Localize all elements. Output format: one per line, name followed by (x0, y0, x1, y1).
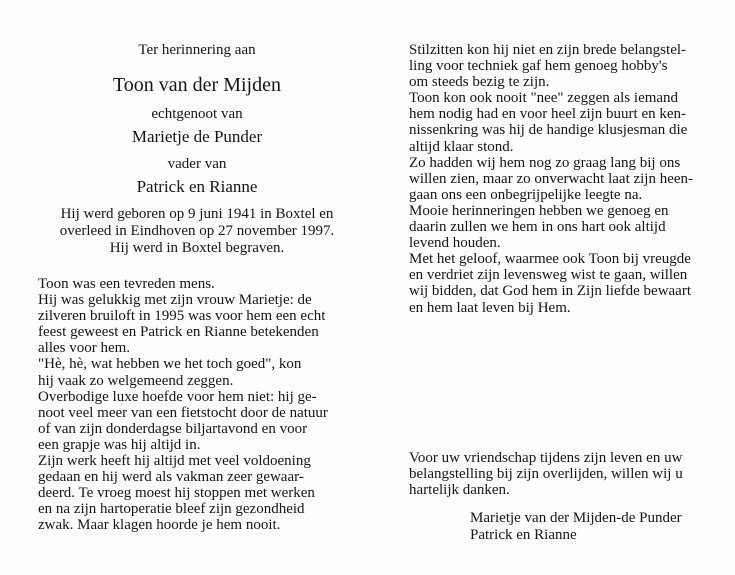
text-line: ling voor techniek gaf hem genoeg hobby's (409, 58, 668, 75)
death-line: overleed in Eindhoven op 27 november 1997. (59, 223, 335, 239)
children-names: Patrick en Rianne (136, 177, 258, 196)
text-line: Voor uw vriendschap tijdens zijn leven en uw (409, 450, 683, 466)
text-line: zwak. Maar klagen hoorde je hem nooit. (38, 517, 281, 534)
text-line: Stilzitten kon hij niet en zijn brede belangstel- (409, 42, 687, 58)
text-line: gaan ons een onbegrijpelijke leegte na. (409, 186, 643, 203)
paragraph (409, 251, 703, 315)
text-line: of van zijn donderdagse biljartavond en voor (38, 420, 308, 437)
text-line: feest geweest en Patrick en Rianne betekenden (38, 324, 319, 341)
text-line: deerd. Te vroeg moest hij stoppen met werken (38, 485, 315, 502)
text-line: Overbodige luxe hoefde voor hem niet: hij ge- (38, 388, 317, 405)
paragraph (38, 276, 356, 292)
deceased-name: Toon van der Mijden (112, 74, 281, 96)
text-line: noot veel meer van een fietstocht door de natuur (38, 404, 328, 421)
spouse-name: Marietje de Punder (131, 127, 263, 146)
right-body (409, 42, 703, 316)
left-body (38, 276, 356, 534)
dates-block (38, 206, 356, 257)
paragraph (409, 450, 703, 498)
text-line: hem nodig had en voor heel zijn buurt en ken- (409, 106, 687, 123)
paragraph (409, 203, 703, 251)
paragraph (38, 292, 356, 356)
paragraph (409, 155, 703, 203)
text-line: Toon was een tevreden mens. (38, 276, 215, 292)
text-line: "Hè, hè, wat hebben we het toch goed", kon (38, 356, 302, 373)
text-line: Zijn werk heeft hij altijd met veel voldoening (38, 453, 311, 470)
text-line: Met het geloof, waarmee ook Toon bij vreugde (409, 251, 691, 268)
signature-block (470, 510, 703, 544)
paragraph (38, 453, 356, 533)
text-line: Zo hadden wij hem nog zo graag lang bij ons (409, 154, 681, 171)
text-line: Mooie herinneringen hebben we genoeg en (409, 202, 669, 219)
burial-line: Hij werd in Boxtel begraven. (109, 240, 285, 256)
text-line: willen zien, maar zo onverwacht laat zijn heen- (409, 170, 694, 187)
text-line: en verdriet zijn levensweg wist te gaan, willen (409, 267, 688, 284)
text-line: altijd klaar stond. (409, 138, 514, 155)
text-line: en na zijn hartoperatie bleef zijn gezondheid (38, 501, 305, 518)
text-line: wij bidden, dat God hem in Zijn liefde bewaart (409, 283, 692, 300)
text-line: Toon kon ook nooit "nee" zeggen als iemand (409, 90, 679, 107)
thanks-block (409, 450, 703, 498)
text-line: gedaan en hij werd als vakman zeer gewaar- (38, 469, 304, 486)
spouse-label: echtgenoot van (151, 106, 243, 122)
remembrance-line: Ter herinnering aan (138, 42, 256, 58)
text-line: en hem laat leven bij Hem. (409, 299, 571, 316)
father-label: vader van (167, 156, 227, 172)
signature-spouse: Marietje van der Mijden-de Punder (470, 510, 682, 526)
signature-children: Patrick en Rianne (470, 526, 577, 543)
text-line: belangstelling bij zijn overlijden, willen wij u (409, 466, 683, 483)
text-line: hartelijk danken. (409, 482, 510, 499)
text-line: alles voor hem. (38, 340, 131, 357)
text-line: Hij was gelukkig met zijn vrouw Marietje: de (38, 292, 312, 309)
paragraph (409, 42, 703, 90)
birth-line: Hij werd geboren op 9 juni 1941 in Boxtel en (60, 206, 334, 222)
text-line: daarin zullen we hem in ons hart ook altijd (409, 219, 666, 236)
text-line: nissenkring was hij de handige klusjesman die (409, 122, 688, 139)
text-line: een grapje was hij altijd in. (38, 436, 201, 453)
text-line: zilveren bruiloft in 1995 was voor hem een echt (38, 308, 326, 325)
text-line: hij vaak zo welgemeend zeggen. (38, 372, 234, 389)
paragraph (38, 356, 356, 388)
text-line: om steeds bezig te zijn. (409, 74, 550, 91)
paragraph (409, 90, 703, 154)
text-line: levend houden. (409, 235, 501, 252)
paragraph (38, 389, 356, 453)
